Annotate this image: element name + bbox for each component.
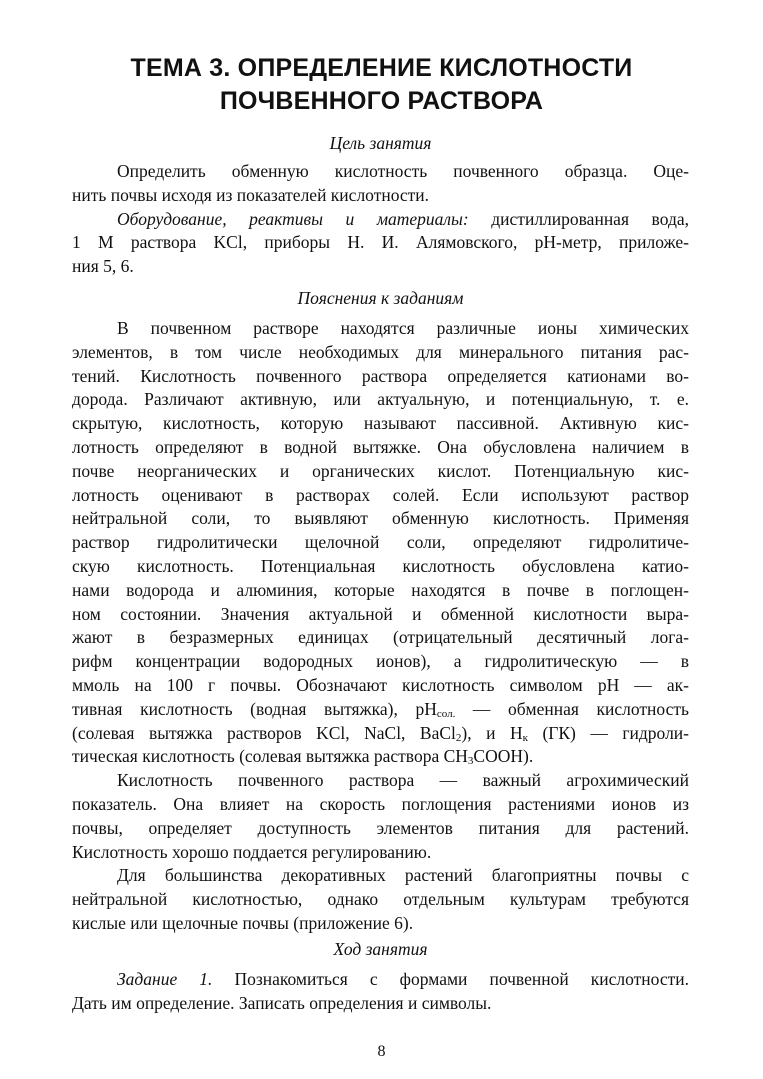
text-line: нейтральной кислотностью, однако отдельным культурам требуются (72, 889, 689, 910)
equipment-label: Оборудование, реактивы и материалы: (117, 208, 469, 229)
heading-explanations: Пояснения к заданиям (297, 288, 464, 308)
text-line (72, 698, 689, 722)
equipment-text: дистиллированная вода, (468, 208, 689, 229)
heading-goal: Цель занятия (329, 133, 432, 153)
task-text: Познакомиться с формами почвенной кислотности. (212, 969, 689, 989)
page-number: 8 (377, 1043, 386, 1060)
text-fragment: ), и H (461, 722, 523, 743)
task-label: Задание 1. (117, 969, 213, 989)
text-line: В почвенном растворе находятся различные ионы химических (117, 318, 689, 338)
task-line (72, 968, 689, 992)
text-fragment: тическая кислотность (солевая вытяжка раствора CH (72, 746, 468, 767)
equipment-line: ния 5, 6. (72, 256, 134, 277)
equipment-line: 1 М раствора KCl, приборы Н. И. Алямовского, pH-метр, приложе- (72, 232, 689, 253)
task-section (72, 968, 689, 1016)
text-line: скую кислотность. Потенциальная кислотность обусловлена катио- (72, 555, 689, 576)
text-line: лотность оценивают в растворах солей. Если используют раствор (72, 484, 689, 505)
heading-course: Ход занятия (333, 939, 428, 959)
title-line-2: ПОЧВЕННОГО РАСТВОРА (219, 87, 544, 115)
text-line (72, 722, 689, 746)
page-title (60, 52, 703, 118)
text-line: нами водорода и алюминия, которые находятся в почве в поглощен- (72, 579, 689, 600)
goal-line: нить почвы исходя из показателей кислотности. (72, 184, 430, 205)
text-line (72, 745, 689, 769)
text-line: лотность определяют в водной вытяжке. Она обусловлена наличием в (72, 436, 689, 457)
text-line: показатель. Она влияет на скорость поглощения растениями ионов из (72, 793, 689, 814)
text-fragment: (солевая вытяжка растворов KCl, NaCl, BaCl (72, 722, 456, 743)
subscript: сол. (436, 707, 456, 720)
explanations-section (72, 317, 689, 936)
text-fragment: — обменная кислотность (455, 698, 689, 719)
goal-line: Определить обменную кислотность почвенного образца. Оце- (117, 161, 689, 181)
text-fragment: COOH). (473, 746, 534, 767)
text-line: Кислотность хорошо поддается регулированию. (72, 841, 432, 862)
text-fragment: (ГК) — гидроли- (527, 722, 689, 743)
text-line: рифм концентрации водородных ионов), а гидролитическую — в (72, 651, 689, 672)
equipment-line (72, 208, 689, 232)
text-line: жают в безразмерных единицах (отрицательный десятичный лога- (72, 627, 689, 648)
text-line: ном состоянии. Значения актуальной и обменной кислотности выра- (72, 603, 689, 624)
text-line: кислые или щелочные почвы (приложение 6). (72, 912, 414, 933)
text-line: нейтральной соли, то выявляют обменную кислотность. Применяя (72, 508, 689, 529)
text-line: элементов, в том числе необходимых для минерального питания рас- (72, 341, 689, 362)
task-line: Дать им определение. Записать определения и символы. (72, 992, 492, 1013)
text-line: скрытую, кислотность, которую называют пассивной. Активную кис- (72, 413, 689, 434)
title-line-1: ТЕМА 3. ОПРЕДЕЛЕНИЕ КИСЛОТНОСТИ (130, 54, 633, 82)
text-line: тений. Кислотность почвенного раствора определяется катионами во- (72, 365, 689, 386)
text-line: Кислотность почвенного раствора — важный агрохимический (117, 770, 689, 791)
text-line: дорода. Различают активную, или актуальную, и потенциальную, т. е. (72, 389, 689, 410)
goal-section (72, 160, 689, 279)
subscript: к (522, 731, 528, 744)
text-line: Для большинства декоративных растений благоприятны почвы с (117, 865, 689, 886)
text-line: раствор гидролитически щелочной соли, определяют гидролитиче- (72, 532, 689, 553)
text-line: почвы, определяет доступность элементов питания для растений. (72, 817, 689, 838)
subscript: 3 (467, 755, 474, 768)
text-fragment: тивная кислотность (водная вытяжка), pH (72, 698, 437, 719)
subscript: 2 (455, 731, 462, 744)
text-line: почве неорганических и органических кислот. Потенциальную кис- (72, 460, 689, 481)
text-line: ммоль на 100 г почвы. Обозначают кислотность символом pH — ак- (72, 674, 689, 695)
